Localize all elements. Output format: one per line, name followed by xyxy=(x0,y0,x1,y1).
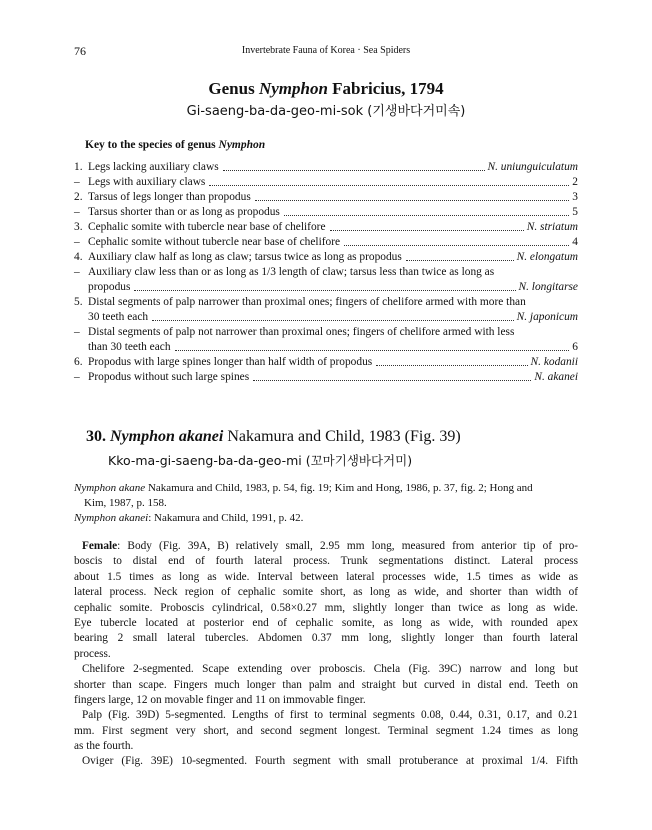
key-line xyxy=(74,340,578,355)
paragraph-line xyxy=(74,585,578,600)
key-line-content xyxy=(88,265,578,280)
synonym-citation: : Nakamura and Child, 1991, p. 42. xyxy=(148,512,304,524)
genus-title-genus: Nymphon xyxy=(258,79,328,98)
species-korean-name: Kko-ma-gi-saeng-ba-da-geo-mi (꼬마기생바다거미) xyxy=(108,453,413,468)
key-line-leader xyxy=(223,160,485,171)
paragraph-line xyxy=(74,647,578,662)
key-line-result: N. elongatum xyxy=(516,251,578,263)
key-line-result: N. akanei xyxy=(534,371,578,383)
key-line-marker: – xyxy=(74,176,80,188)
paragraph-text: lateral process. Neck region of cephalic somite short, as long as wide, and shorter than width of xyxy=(74,586,578,599)
key-line-marker: – xyxy=(74,371,80,383)
key-line-content xyxy=(88,295,578,310)
key-line xyxy=(74,160,578,175)
key-line-content xyxy=(88,370,578,385)
paragraph-text: boscis to distal end of fourth lateral process. Trunk segmentations distinct. Lateral process xyxy=(74,555,578,568)
key-line-content xyxy=(88,220,578,235)
key-line-text: Cephalic somite without tubercle near base of chelifore xyxy=(88,236,341,248)
species-title xyxy=(86,428,461,446)
key-line-content xyxy=(88,160,578,175)
key-line-text: propodus xyxy=(88,281,131,293)
paragraph-text: : Body (Fig. 39A, B) relatively small, 2.95 mm long, measured from anterior tip of pro- xyxy=(117,540,578,552)
key-line-text: Tarsus of legs longer than propodus xyxy=(88,191,251,203)
key-line-content xyxy=(88,175,578,190)
synonym-citation: Kim, 1987, p. 158. xyxy=(84,497,167,509)
key-line-result: N. longitarse xyxy=(518,281,578,293)
key-line-leader xyxy=(134,280,515,291)
key-line xyxy=(74,175,578,190)
key-line-result: N. kodanii xyxy=(530,356,578,368)
key-line xyxy=(74,190,578,205)
key-line-text: Distal segments of palp not narrower than proximal ones; fingers of chelifore armed with less xyxy=(88,326,515,338)
paragraph-line xyxy=(74,601,578,616)
key-line xyxy=(74,355,578,370)
paragraph-line xyxy=(74,662,578,677)
key-line xyxy=(74,250,578,265)
key-line-content xyxy=(88,235,578,250)
paragraph-line xyxy=(74,708,578,723)
paragraph-line xyxy=(74,631,578,646)
key-line-content xyxy=(88,310,578,325)
key-line-result: 2 xyxy=(572,176,578,188)
species-number: 30. xyxy=(86,428,106,445)
key-line-marker: – xyxy=(74,206,80,218)
key-line-marker: 1. xyxy=(74,161,83,173)
identification-key xyxy=(74,160,578,385)
key-line-leader xyxy=(209,175,569,186)
key-line-text: Distal segments of palp narrower than proximal ones; fingers of chelifore armed with more than xyxy=(88,296,526,308)
page-number: 76 xyxy=(74,44,86,58)
key-line-text: Propodus without such large spines xyxy=(88,371,250,383)
running-title: Invertebrate Fauna of Korea · Sea Spiders xyxy=(241,45,411,56)
key-line xyxy=(74,205,578,220)
key-line-result: 3 xyxy=(572,191,578,203)
key-line-leader xyxy=(175,340,570,351)
paragraph-text: Oviger (Fig. 39E) 10-segmented. Fourth segment with small protuberance at proximal 1/4. Fifth xyxy=(82,755,578,768)
species-scientific-name: Nymphon akanei xyxy=(110,428,224,445)
key-line-marker: – xyxy=(74,266,80,278)
species-authority: Nakamura and Child, 1983 (Fig. 39) xyxy=(223,428,461,445)
key-line-text: Tarsus shorter than or as long as propodus xyxy=(88,206,280,218)
key-line xyxy=(74,235,578,250)
key-line-content xyxy=(88,355,578,370)
genus-title-prefix: Genus xyxy=(208,79,259,98)
key-line-text: Legs lacking auxiliary claws xyxy=(88,161,219,173)
key-line-text: Auxiliary claw half as long as claw; tarsus twice as long as propodus xyxy=(88,251,402,263)
paragraph-text: fingers large, 12 on movable finger and 11 on immovable finger. xyxy=(74,693,366,706)
paragraph-text: as the fourth. xyxy=(74,740,134,753)
paragraph-line xyxy=(74,554,578,569)
key-heading-text: Key to the species of genus xyxy=(85,139,219,151)
paragraph-text: shorter than scape. Fingers much longer than palm and straight but curved in distal end. Teeth on xyxy=(74,678,578,691)
paragraph-text: Chelifore 2-segmented. Scape extending over proboscis. Chela (Fig. 39C) narrow and long but xyxy=(82,663,578,676)
paragraph-lead: Female xyxy=(82,540,118,552)
key-line-text: than 30 teeth each xyxy=(88,341,171,353)
synonym-entry xyxy=(74,511,578,526)
key-line-marker: 6. xyxy=(74,356,83,368)
key-heading xyxy=(85,139,265,151)
key-line xyxy=(74,310,578,325)
key-line-text: Auxiliary claw less than or as long as 1/3 length of claw; tarsus less than twice as long as xyxy=(88,266,495,278)
key-line-content xyxy=(88,340,578,355)
key-line-marker: 4. xyxy=(74,251,83,263)
key-line-text: Cephalic somite with tubercle near base of chelifore xyxy=(88,221,326,233)
key-line-marker: 5. xyxy=(74,296,83,308)
key-line-leader xyxy=(284,205,569,216)
paragraph-text: bearing 2 small lateral tubercles. Abdomen 0.37 mm long, slightly longer than fourth lateral xyxy=(74,632,578,645)
key-line-marker: – xyxy=(74,236,80,248)
key-line xyxy=(74,265,578,280)
synonymy xyxy=(74,481,578,526)
key-line-leader xyxy=(253,370,531,381)
key-line-result: 4 xyxy=(572,236,578,248)
genus-korean-name: Gi-saeng-ba-da-geo-mi-sok (기생바다거미속) xyxy=(186,104,466,119)
paragraph-line xyxy=(74,570,578,585)
key-line xyxy=(74,220,578,235)
key-line-content xyxy=(88,325,578,340)
synonym-entry xyxy=(74,481,578,511)
key-line-result: N. japonicum xyxy=(516,311,578,323)
key-line-leader xyxy=(152,310,514,321)
paragraph-line xyxy=(74,754,578,769)
paragraph-line xyxy=(74,724,578,739)
key-line-leader xyxy=(406,250,514,261)
key-line-text: Legs with auxiliary claws xyxy=(88,176,206,188)
key-line-marker: – xyxy=(74,326,80,338)
key-line-leader xyxy=(344,235,569,246)
key-line-marker: 2. xyxy=(74,191,83,203)
synonym-name: Nymphon akanei xyxy=(74,512,149,524)
key-line xyxy=(74,295,578,310)
description-body xyxy=(74,539,578,770)
key-line-leader xyxy=(330,220,524,231)
key-line-content xyxy=(88,190,578,205)
key-heading-genus: Nymphon xyxy=(218,139,266,151)
paragraph-line xyxy=(74,678,578,693)
synonym-citation: Nakamura and Child, 1983, p. 54, fig. 19; Kim and Hong, 1986, p. 37, fig. 2; Hong and xyxy=(145,482,533,494)
key-line-text: 30 teeth each xyxy=(88,311,149,323)
key-line-text: Propodus with large spines longer than half width of propodus xyxy=(88,356,373,368)
paragraph-text: Palp (Fig. 39D) 5-segmented. Lengths of first to terminal segments 0.08, 0.44, 0.31, 0.17, and 0.21 xyxy=(82,709,578,722)
paragraph-text: process. xyxy=(74,647,111,660)
key-line-result: N. uniunguiculatum xyxy=(487,161,578,173)
key-line-leader xyxy=(255,190,570,201)
key-line-marker: 3. xyxy=(74,221,83,233)
key-line-result: 6 xyxy=(572,341,578,353)
key-line-result: N. striatum xyxy=(526,221,578,233)
key-line-leader xyxy=(376,355,527,366)
paragraph-line xyxy=(74,739,578,754)
running-header xyxy=(74,44,578,58)
key-line-content xyxy=(88,205,578,220)
paragraph-text: about 1.5 times as long as wide. Interval between lateral processes wide, 1.5 times as wide as xyxy=(74,570,578,583)
key-line xyxy=(74,325,578,340)
genus-title xyxy=(0,79,652,99)
paragraph-text: mm. First segment very short, and second segment longest. Terminal segment 1.24 times as long xyxy=(74,724,578,737)
paragraph-text: Eye tubercle located at posterior end of cephalic somite, as long as wide, with rounded apex xyxy=(74,616,578,629)
paragraph-line xyxy=(74,693,578,708)
key-line-content xyxy=(88,280,578,295)
genus-title-suffix: Fabricius, 1794 xyxy=(327,79,444,98)
key-line-result: 5 xyxy=(572,206,578,218)
paragraph-line xyxy=(74,539,578,554)
key-line xyxy=(74,280,578,295)
paragraph-text: cephalic somite. Proboscis cylindrical, 0.58×0.27 mm, slightly longer than twice as long as wide. xyxy=(74,601,578,614)
key-line xyxy=(74,370,578,385)
synonym-name: Nymphon akane xyxy=(74,482,146,494)
key-line-content xyxy=(88,250,578,265)
paragraph-line xyxy=(74,616,578,631)
